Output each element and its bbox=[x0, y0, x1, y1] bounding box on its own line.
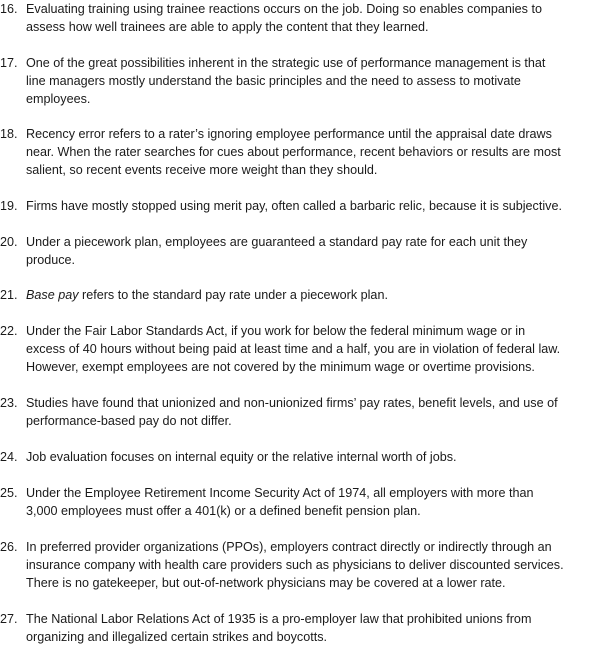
question-number: 16. bbox=[0, 2, 18, 16]
question-number: 18. bbox=[0, 127, 18, 141]
question-line: In preferred provider organizations (PPOs), employers contract directly or indirectly through an bbox=[26, 540, 552, 554]
question-number: 25. bbox=[0, 486, 18, 500]
question-line: One of the great possibilities inherent in the strategic use of performance management is that bbox=[26, 56, 546, 70]
question-number: 22. bbox=[0, 324, 18, 338]
question-text bbox=[26, 448, 604, 466]
question-text bbox=[26, 125, 604, 179]
question-line: Evaluating training using trainee reactions occurs on the job. Doing so enables companies to bbox=[26, 2, 542, 16]
question-number: 27. bbox=[0, 612, 18, 626]
question-line: Under the Fair Labor Standards Act, if you work for below the federal minimum wage or in bbox=[26, 324, 526, 338]
question-line: Firms have mostly stopped using merit pay, often called a barbaric relic, because it is subjective. bbox=[26, 199, 562, 213]
question-line: Under the Employee Retirement Income Security Act of 1974, all employers with more than bbox=[26, 486, 534, 500]
question-line: However, exempt employees are not covered by the minimum wage or overtime provisions. bbox=[26, 360, 535, 374]
question-rest: refers to the standard pay rate under a piecework plan. bbox=[78, 288, 388, 302]
question-line: insurance company with health care providers such as physicians to deliver discounted services. bbox=[26, 558, 564, 572]
question-line: Studies have found that unionized and non-unionized firms’ pay rates, benefit levels, and use of bbox=[26, 396, 558, 410]
question-line: organizing and illegalized certain strikes and boycotts. bbox=[26, 630, 328, 644]
question-text bbox=[26, 610, 604, 646]
question-text bbox=[26, 286, 604, 304]
question-line bbox=[26, 286, 604, 304]
question-line: salient, so recent events receive more weight than they should. bbox=[26, 163, 378, 177]
italic-term: Base pay bbox=[26, 288, 79, 302]
question-line: Recency error refers to a rater’s ignoring employee performance until the appraisal date draws bbox=[26, 127, 552, 141]
question-line: 3,000 employees must offer a 401(k) or a defined benefit pension plan. bbox=[26, 504, 421, 518]
question-number: 26. bbox=[0, 540, 18, 554]
question-text bbox=[26, 538, 604, 592]
question-text bbox=[26, 484, 604, 520]
question-text bbox=[26, 394, 604, 430]
question-number: 19. bbox=[0, 199, 18, 213]
question-line: There is no gatekeeper, but out-of-network physicians may be covered at a lower rate. bbox=[26, 576, 506, 590]
question-line: excess of 40 hours without being paid at least time and a half, you are in violation of federal law. bbox=[26, 342, 561, 356]
question-line: employees. bbox=[26, 92, 91, 106]
question-text bbox=[26, 197, 604, 215]
question-line: assess how well trainees are able to apply the content that they learned. bbox=[26, 20, 429, 34]
question-line: produce. bbox=[26, 253, 76, 267]
question-line: line managers mostly understand the basic principles and the need to assess to motivate bbox=[26, 74, 521, 88]
question-number: 20. bbox=[0, 235, 18, 249]
question-line: Job evaluation focuses on internal equity or the relative internal worth of jobs. bbox=[26, 450, 457, 464]
question-line: The National Labor Relations Act of 1935 is a pro-employer law that prohibited unions from bbox=[26, 612, 532, 626]
question-number: 17. bbox=[0, 56, 18, 70]
question-text bbox=[26, 0, 604, 36]
question-line: near. When the rater searches for cues about performance, recent behaviors or results are most bbox=[26, 145, 561, 159]
question-text bbox=[26, 54, 604, 108]
question-number: 23. bbox=[0, 396, 18, 410]
question-text bbox=[26, 322, 604, 376]
question-text bbox=[26, 233, 604, 269]
question-line: performance-based pay do not differ. bbox=[26, 414, 232, 428]
question-number: 21. bbox=[0, 288, 18, 302]
question-number: 24. bbox=[0, 450, 18, 464]
question-line: Under a piecework plan, employees are guaranteed a standard pay rate for each unit they bbox=[26, 235, 528, 249]
